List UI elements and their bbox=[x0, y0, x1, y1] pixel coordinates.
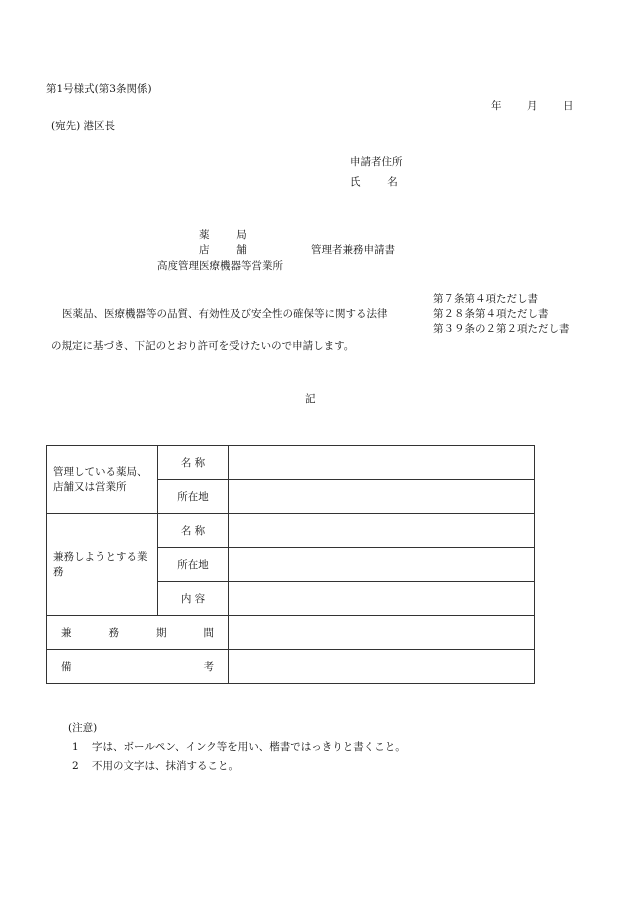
applicant-address-label: 申請者住所 bbox=[350, 156, 403, 168]
concurrent-content-field[interactable] bbox=[229, 582, 535, 616]
remarks-char: 備 bbox=[61, 661, 72, 673]
provision-article-7: 第７条第４項ただし書 bbox=[433, 293, 538, 305]
title-pharmacy: 薬 局 bbox=[199, 229, 247, 241]
concurrent-period-label bbox=[47, 616, 229, 650]
concurrent-content-label: 内 容 bbox=[158, 582, 229, 616]
title-store: 店 舗 bbox=[199, 244, 247, 256]
concurrent-name-field[interactable] bbox=[229, 514, 535, 548]
application-table bbox=[46, 445, 535, 684]
applicant-name-label: 氏 名 bbox=[350, 176, 398, 188]
remarks-label bbox=[47, 650, 229, 684]
date-month-label: 月 bbox=[527, 100, 538, 112]
date-year-label: 年 bbox=[491, 100, 502, 112]
notes-header: (注意) bbox=[68, 722, 98, 734]
managed-name-label: 名 称 bbox=[158, 446, 229, 480]
date-day-label: 日 bbox=[563, 100, 574, 112]
concurrent-location-label: 所在地 bbox=[158, 548, 229, 582]
concurrent-duty-label: 兼務しようとする業務 bbox=[47, 514, 158, 616]
table-row bbox=[47, 514, 535, 548]
concurrent-location-field[interactable] bbox=[229, 548, 535, 582]
period-char: 期 bbox=[156, 627, 167, 639]
table-row bbox=[47, 616, 535, 650]
period-char: 間 bbox=[203, 627, 214, 639]
form-number: 第1号様式(第3条関係) bbox=[46, 83, 152, 95]
remarks-field[interactable] bbox=[229, 650, 535, 684]
addressee: (宛先) 港区長 bbox=[51, 120, 116, 132]
notes-list bbox=[72, 741, 406, 773]
managed-name-field[interactable] bbox=[229, 446, 535, 480]
period-char: 務 bbox=[108, 627, 119, 639]
concurrent-period-field[interactable] bbox=[229, 616, 535, 650]
managed-establishment-label: 管理している薬局、店舗又は営業所 bbox=[47, 446, 158, 514]
page-title: 管理者兼務申請書 bbox=[311, 244, 395, 256]
remarks-char: 考 bbox=[203, 661, 214, 673]
law-name-text: 医薬品、医療機器等の品質、有効性及び安全性の確保等に関する法律 bbox=[62, 308, 388, 320]
provision-article-39-2: 第３９条の２第２項ただし書 bbox=[433, 323, 570, 335]
ki-heading: 記 bbox=[305, 393, 316, 405]
request-text: の規定に基づき、下記のとおり許可を受けたいので申請します。 bbox=[51, 340, 355, 352]
period-char: 兼 bbox=[61, 627, 72, 639]
table-row bbox=[47, 446, 535, 480]
title-sales-office: 高度管理医療機器等営業所 bbox=[157, 260, 283, 272]
list-item: 1 字は、ボールペン、インク等を用い、楷書ではっきりと書くこと。 bbox=[72, 741, 406, 753]
list-item: 2 不用の文字は、抹消すること。 bbox=[72, 760, 240, 772]
concurrent-name-label: 名 称 bbox=[158, 514, 229, 548]
managed-location-field[interactable] bbox=[229, 480, 535, 514]
managed-location-label: 所在地 bbox=[158, 480, 229, 514]
table-row bbox=[47, 650, 535, 684]
provision-article-28: 第２８条第４項ただし書 bbox=[433, 308, 549, 320]
